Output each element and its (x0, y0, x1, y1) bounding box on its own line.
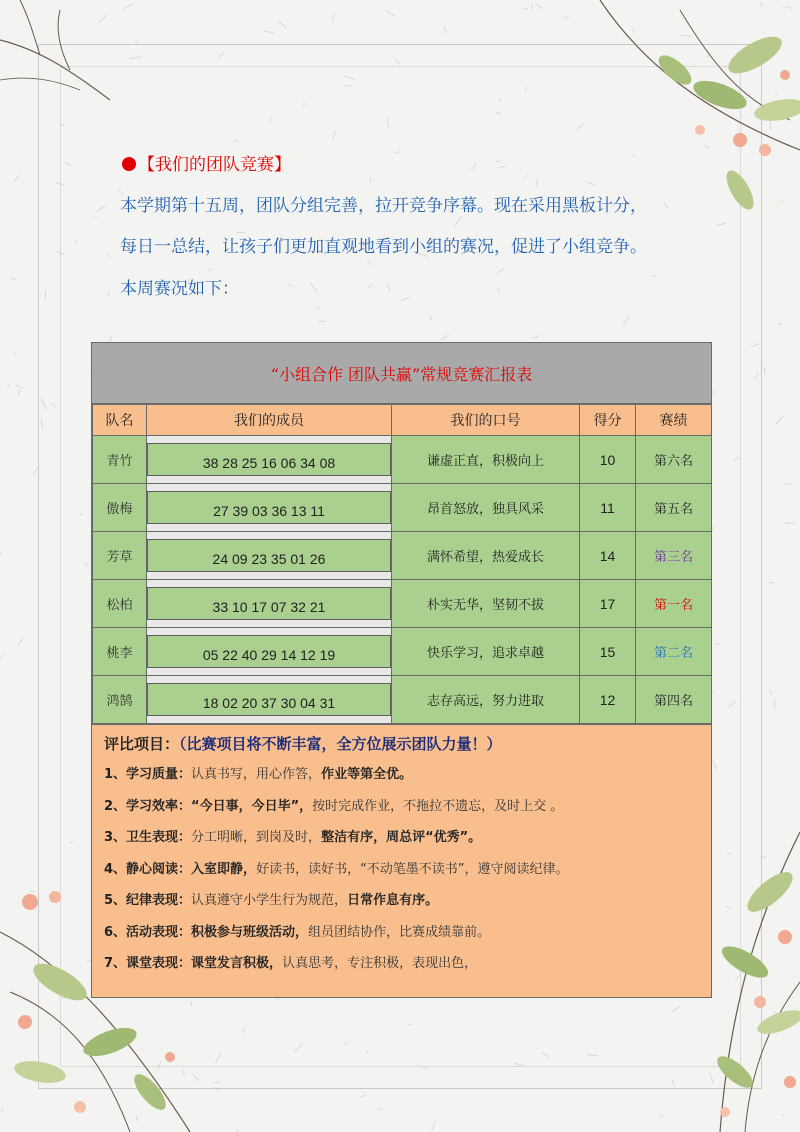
criteria-item (104, 923, 701, 955)
intro-line-1: 本学期第十五周，团队分组完善，拉开竞争序幕。现在采用黑板计分， (120, 196, 647, 216)
section-title (122, 150, 291, 175)
team-score: 12 (580, 676, 636, 724)
criteria-text: “今日事，今日毕”， (191, 798, 313, 814)
team-rank: 第四名 (636, 676, 712, 724)
criteria-heading-note: （比赛项目将不断丰富，全方位展示团队力量！） (179, 735, 502, 753)
team-motto: 昂首怒放，独具风采 (392, 484, 580, 532)
team-score: 15 (580, 628, 636, 676)
team-rank: 第三名 (636, 532, 712, 580)
criteria-item (104, 765, 701, 797)
criteria-item (104, 828, 701, 860)
criteria-label: 6、活动表现： (104, 924, 192, 940)
header-motto: 我们的口号 (392, 405, 580, 436)
criteria-heading-label: 评比项目： (104, 735, 180, 753)
header-score: 得分 (580, 405, 636, 436)
team-rank: 第二名 (636, 628, 712, 676)
team-members-box: 27 39 03 36 13 11 (147, 491, 391, 524)
team-members-box: 18 02 20 37 30 04 31 (147, 683, 391, 716)
team-rank: 第一名 (636, 580, 712, 628)
evaluation-criteria (92, 724, 711, 997)
criteria-emphasis: 整洁有序，周总评“优秀”。 (321, 830, 482, 845)
criteria-item (104, 954, 701, 986)
criteria-label: 2、学习效率： (104, 798, 192, 814)
criteria-label: 7、课堂表现： (104, 956, 192, 971)
team-motto: 志存高远，努力进取 (392, 676, 580, 724)
team-score: 10 (580, 436, 636, 484)
team-table (92, 404, 712, 724)
section-title-text: 【我们的团队竞赛】 (138, 155, 291, 175)
team-motto: 快乐学习，追求卓越 (392, 628, 580, 676)
header-team-name: 队名 (93, 405, 147, 436)
table-row (93, 532, 712, 580)
team-members (147, 580, 392, 628)
criteria-heading (104, 733, 701, 754)
criteria-label: 4、静心阅读： (104, 861, 192, 877)
team-members-box: 33 10 17 07 32 21 (147, 587, 391, 620)
criteria-text: 分工明晰，到岗及时， (191, 830, 322, 845)
criteria-text: 认真遵守小学生行为规范， (191, 893, 348, 908)
team-name: 傲梅 (93, 484, 147, 532)
team-name: 桃李 (93, 628, 147, 676)
team-members-box: 24 09 23 35 01 26 (147, 539, 391, 572)
team-score: 11 (580, 484, 636, 532)
criteria-text: 积极参与班级活动， (191, 924, 309, 940)
team-motto: 满怀希望，热爱成长 (392, 532, 580, 580)
criteria-label: 5、纪律表现： (104, 893, 192, 908)
header-members: 我们的成员 (147, 405, 392, 436)
header-rank: 赛绩 (636, 405, 712, 436)
competition-report-table (91, 342, 712, 998)
team-members (147, 484, 392, 532)
criteria-item (104, 891, 701, 923)
criteria-tail: 按时完成作业，不拖拉不遗忘，及时上交 。 (312, 798, 564, 814)
criteria-item (104, 797, 701, 829)
criteria-tail: 认真思考，专注积极，表现出色， (282, 956, 478, 971)
team-members (147, 676, 392, 724)
table-row (93, 436, 712, 484)
criteria-emphasis: 日常作息有序。 (347, 893, 439, 908)
team-members (147, 436, 392, 484)
team-name: 青竹 (93, 436, 147, 484)
criteria-tail: 组员团结协作，比赛成绩靠前。 (308, 924, 491, 940)
criteria-list (104, 765, 701, 986)
criteria-label: 1、学习质量： (104, 767, 192, 782)
report-title: “小组合作 团队共赢”常规竞赛汇报表 (92, 343, 711, 404)
team-name: 芳草 (93, 532, 147, 580)
team-score: 14 (580, 532, 636, 580)
criteria-text: 认真书写，用心作答， (191, 767, 322, 782)
team-motto: 谦虚正直，积极向上 (392, 436, 580, 484)
team-rank: 第五名 (636, 484, 712, 532)
criteria-text: 入室即静， (191, 861, 257, 877)
criteria-item (104, 860, 701, 892)
criteria-label: 3、卫生表现： (104, 830, 192, 845)
team-name: 鸿鹄 (93, 676, 147, 724)
red-bullet-icon (122, 157, 136, 171)
branch-top-left-decoration (0, 0, 140, 120)
team-motto: 朴实无华，坚韧不拔 (392, 580, 580, 628)
table-row (93, 676, 712, 724)
intro-line-2: 每日一总结，让孩子们更加直观地看到小组的赛况，促进了小组竞争。 (120, 237, 647, 257)
team-members-box: 05 22 40 29 14 12 19 (147, 635, 391, 668)
intro-line-3: 本周赛况如下： (120, 279, 239, 299)
table-row (93, 580, 712, 628)
team-name: 松柏 (93, 580, 147, 628)
team-members-box: 38 28 25 16 06 34 08 (147, 443, 391, 476)
table-row (93, 484, 712, 532)
criteria-text: 课堂发言积极， (191, 956, 283, 971)
team-members (147, 628, 392, 676)
table-header-row (93, 405, 712, 436)
criteria-tail: 好读书，读好书，“不动笔墨不读书”，遵守阅读纪律。 (256, 861, 569, 877)
table-row (93, 628, 712, 676)
team-score: 17 (580, 580, 636, 628)
team-members (147, 532, 392, 580)
criteria-emphasis: 作业等第全优。 (321, 767, 413, 782)
team-rank: 第六名 (636, 436, 712, 484)
